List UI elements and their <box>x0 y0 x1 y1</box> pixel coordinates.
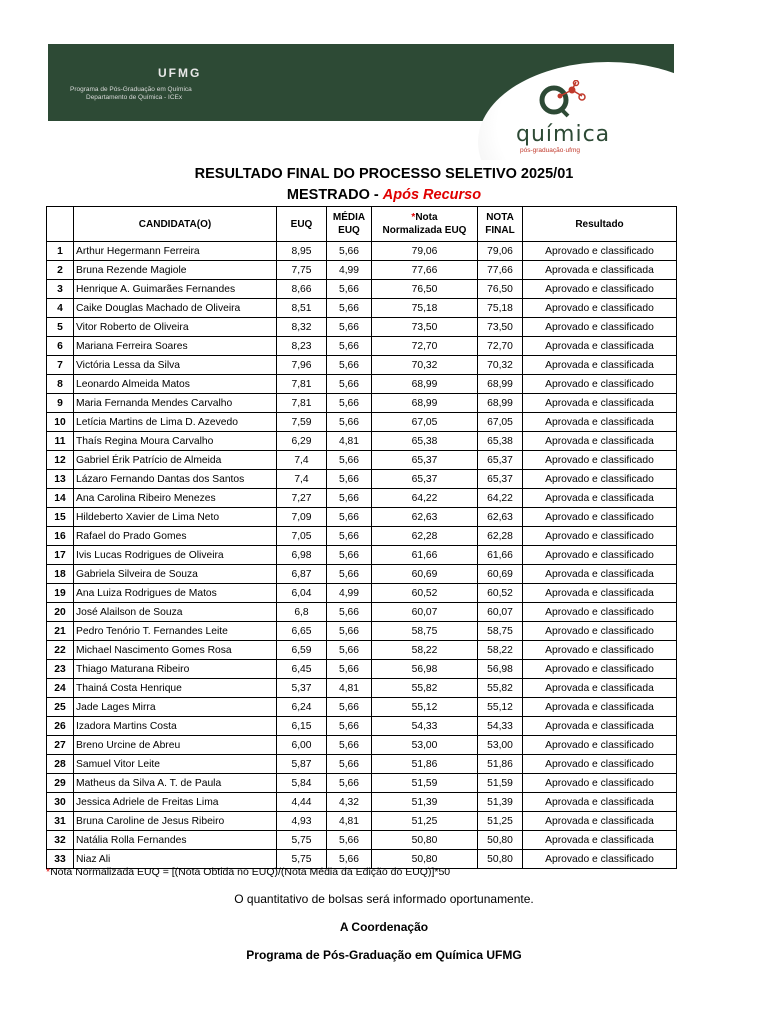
result-status: Aprovado e classificado <box>523 736 677 755</box>
row-index: 22 <box>47 641 74 660</box>
header-banner <box>48 44 674 160</box>
media-euq: 4,99 <box>327 584 372 603</box>
nota-final: 50,80 <box>478 850 523 869</box>
row-index: 26 <box>47 717 74 736</box>
row-index: 20 <box>47 603 74 622</box>
candidate-name: Arthur Hegermann Ferreira <box>74 242 277 261</box>
euq-score: 7,4 <box>277 470 327 489</box>
table-row <box>47 527 677 546</box>
result-status: Aprovado e classificado <box>523 622 677 641</box>
candidate-name: Matheus da Silva A. T. de Paula <box>74 774 277 793</box>
nota-final: 56,98 <box>478 660 523 679</box>
row-index: 27 <box>47 736 74 755</box>
header-index <box>47 207 74 242</box>
result-status: Aprovado e classificado <box>523 280 677 299</box>
euq-score: 6,98 <box>277 546 327 565</box>
nota-normalizada: 79,06 <box>372 242 478 261</box>
nota-final: 54,33 <box>478 717 523 736</box>
nota-normalizada: 65,37 <box>372 470 478 489</box>
table-row <box>47 451 677 470</box>
candidate-name: Mariana Ferreira Soares <box>74 337 277 356</box>
row-index: 1 <box>47 242 74 261</box>
chemistry-molecule-icon <box>530 80 590 128</box>
candidate-name: Henrique A. Guimarães Fernandes <box>74 280 277 299</box>
result-status: Aprovado e classificado <box>523 527 677 546</box>
table-row <box>47 793 677 812</box>
nota-final: 58,75 <box>478 622 523 641</box>
row-index: 33 <box>47 850 74 869</box>
media-euq: 5,66 <box>327 565 372 584</box>
row-index: 9 <box>47 394 74 413</box>
row-index: 14 <box>47 489 74 508</box>
nota-final: 76,50 <box>478 280 523 299</box>
header-resultado: Resultado <box>523 207 677 242</box>
euq-score: 8,32 <box>277 318 327 337</box>
row-index: 25 <box>47 698 74 717</box>
row-index: 23 <box>47 660 74 679</box>
media-euq: 5,66 <box>327 375 372 394</box>
media-euq: 5,66 <box>327 451 372 470</box>
candidate-name: Vitor Roberto de Oliveira <box>74 318 277 337</box>
media-euq: 5,66 <box>327 755 372 774</box>
nota-normalizada: 72,70 <box>372 337 478 356</box>
row-index: 7 <box>47 356 74 375</box>
table-row <box>47 603 677 622</box>
euq-score: 8,23 <box>277 337 327 356</box>
candidate-name: Thiago Maturana Ribeiro <box>74 660 277 679</box>
media-euq: 5,66 <box>327 850 372 869</box>
row-index: 28 <box>47 755 74 774</box>
candidate-name: Jade Lages Mirra <box>74 698 277 717</box>
media-euq: 5,66 <box>327 337 372 356</box>
euq-score: 8,51 <box>277 299 327 318</box>
candidate-name: Ana Luiza Rodrigues de Matos <box>74 584 277 603</box>
result-status: Aprovado e classificado <box>523 850 677 869</box>
table-row <box>47 679 677 698</box>
nota-normalizada: 55,12 <box>372 698 478 717</box>
euq-score: 5,84 <box>277 774 327 793</box>
candidate-name: Thainá Costa Henrique <box>74 679 277 698</box>
candidate-name: Rafael do Prado Gomes <box>74 527 277 546</box>
candidate-name: Breno Urcine de Abreu <box>74 736 277 755</box>
result-status: Aprovada e classificada <box>523 565 677 584</box>
result-status: Aprovado e classificado <box>523 299 677 318</box>
candidate-name: Natália Rolla Fernandes <box>74 831 277 850</box>
nota-normalizada: 73,50 <box>372 318 478 337</box>
nota-normalizada: 58,22 <box>372 641 478 660</box>
row-index: 6 <box>47 337 74 356</box>
euq-score: 7,59 <box>277 413 327 432</box>
table-row <box>47 375 677 394</box>
euq-score: 6,65 <box>277 622 327 641</box>
results-table <box>46 206 677 869</box>
table-row <box>47 470 677 489</box>
nota-final: 75,18 <box>478 299 523 318</box>
result-status: Aprovado e classificado <box>523 470 677 489</box>
nota-normalizada: 51,39 <box>372 793 478 812</box>
table-row <box>47 299 677 318</box>
euq-score: 6,45 <box>277 660 327 679</box>
table-row <box>47 413 677 432</box>
result-status: Aprovada e classificada <box>523 679 677 698</box>
table-row <box>47 546 677 565</box>
nota-final: 70,32 <box>478 356 523 375</box>
euq-score: 6,00 <box>277 736 327 755</box>
media-euq: 5,66 <box>327 527 372 546</box>
result-status: Aprovada e classificada <box>523 584 677 603</box>
subtitle-main: MESTRADO - <box>286 187 383 203</box>
row-index: 30 <box>47 793 74 812</box>
nota-final: 53,00 <box>478 736 523 755</box>
media-euq: 5,66 <box>327 831 372 850</box>
media-euq: 5,66 <box>327 641 372 660</box>
nota-final: 51,86 <box>478 755 523 774</box>
candidate-name: Pedro Tenório T. Fernandes Leite <box>74 622 277 641</box>
nota-normalizada: 56,98 <box>372 660 478 679</box>
media-euq: 5,66 <box>327 717 372 736</box>
quimica-logo-word: química <box>516 122 611 147</box>
nota-normalizada: 61,66 <box>372 546 478 565</box>
media-euq: 5,66 <box>327 413 372 432</box>
nota-final: 62,28 <box>478 527 523 546</box>
nota-final: 79,06 <box>478 242 523 261</box>
nota-final: 61,66 <box>478 546 523 565</box>
nota-final: 72,70 <box>478 337 523 356</box>
table-row <box>47 261 677 280</box>
table-row <box>47 698 677 717</box>
row-index: 16 <box>47 527 74 546</box>
candidate-name: Leonardo Almeida Matos <box>74 375 277 394</box>
table-row <box>47 660 677 679</box>
nota-normalizada: 50,80 <box>372 850 478 869</box>
candidate-name: Letícia Martins de Lima D. Azevedo <box>74 413 277 432</box>
result-status: Aprovado e classificado <box>523 508 677 527</box>
media-euq: 5,66 <box>327 508 372 527</box>
nota-normalizada: 70,32 <box>372 356 478 375</box>
candidate-name: Izadora Martins Costa <box>74 717 277 736</box>
media-euq: 5,66 <box>327 546 372 565</box>
table-row <box>47 774 677 793</box>
nota-normalizada: 64,22 <box>372 489 478 508</box>
media-euq: 5,66 <box>327 660 372 679</box>
media-euq: 5,66 <box>327 489 372 508</box>
results-table-body <box>47 242 677 869</box>
nota-normalizada: 54,33 <box>372 717 478 736</box>
media-euq: 5,66 <box>327 622 372 641</box>
euq-score: 6,24 <box>277 698 327 717</box>
media-euq: 5,66 <box>327 280 372 299</box>
table-row <box>47 280 677 299</box>
candidate-name: Jessica Adriele de Freitas Lima <box>74 793 277 812</box>
candidate-name: Michael Nascimento Gomes Rosa <box>74 641 277 660</box>
nota-normalizada: 53,00 <box>372 736 478 755</box>
nota-final: 65,38 <box>478 432 523 451</box>
row-index: 2 <box>47 261 74 280</box>
nota-normalizada: 77,66 <box>372 261 478 280</box>
nota-final: 58,22 <box>478 641 523 660</box>
table-row <box>47 489 677 508</box>
euq-score: 7,4 <box>277 451 327 470</box>
nota-normalizada: 50,80 <box>372 831 478 850</box>
nota-normalizada: 65,37 <box>372 451 478 470</box>
table-row <box>47 755 677 774</box>
row-index: 12 <box>47 451 74 470</box>
nota-normalizada: 68,99 <box>372 394 478 413</box>
media-euq: 4,81 <box>327 432 372 451</box>
result-status: Aprovado e classificado <box>523 375 677 394</box>
result-status: Aprovado e classificado <box>523 660 677 679</box>
nota-final: 62,63 <box>478 508 523 527</box>
program-name-footer: Programa de Pós-Graduação em Química UFMG <box>246 948 522 962</box>
result-status: Aprovada e classificada <box>523 337 677 356</box>
media-euq: 5,66 <box>327 242 372 261</box>
result-status: Aprovado e classificado <box>523 774 677 793</box>
nota-final: 68,99 <box>478 375 523 394</box>
result-status: Aprovado e classificado <box>523 641 677 660</box>
candidate-name: Lázaro Fernando Dantas dos Santos <box>74 470 277 489</box>
result-status: Aprovada e classificada <box>523 489 677 508</box>
header-candidate: CANDIDATA(O) <box>74 207 277 242</box>
table-row <box>47 622 677 641</box>
document-subtitle <box>0 187 768 203</box>
table-row <box>47 736 677 755</box>
euq-score: 7,81 <box>277 375 327 394</box>
media-euq: 5,66 <box>327 318 372 337</box>
result-status: Aprovada e classificada <box>523 413 677 432</box>
candidate-name: Niaz Ali <box>74 850 277 869</box>
nota-final: 68,99 <box>478 394 523 413</box>
department-name-line: Departamento de Química - ICEx <box>86 94 183 101</box>
euq-score: 4,93 <box>277 812 327 831</box>
row-index: 19 <box>47 584 74 603</box>
table-row <box>47 508 677 527</box>
candidate-name: Bruna Caroline de Jesus Ribeiro <box>74 812 277 831</box>
result-status: Aprovada e classificada <box>523 717 677 736</box>
candidate-name: José Alailson de Souza <box>74 603 277 622</box>
euq-score: 6,87 <box>277 565 327 584</box>
media-euq: 4,99 <box>327 261 372 280</box>
euq-score: 6,29 <box>277 432 327 451</box>
media-euq: 5,66 <box>327 774 372 793</box>
row-index: 24 <box>47 679 74 698</box>
nota-final: 51,59 <box>478 774 523 793</box>
row-index: 29 <box>47 774 74 793</box>
header-euq: EUQ <box>277 207 327 242</box>
nota-final: 65,37 <box>478 470 523 489</box>
media-euq: 5,66 <box>327 603 372 622</box>
result-status: Aprovada e classificada <box>523 356 677 375</box>
result-status: Aprovada e classificada <box>523 831 677 850</box>
euq-score: 7,27 <box>277 489 327 508</box>
table-row <box>47 641 677 660</box>
row-index: 17 <box>47 546 74 565</box>
nota-final: 55,12 <box>478 698 523 717</box>
candidate-name: Samuel Vitor Leite <box>74 755 277 774</box>
euq-score: 7,75 <box>277 261 327 280</box>
result-status: Aprovado e classificado <box>523 603 677 622</box>
euq-score: 5,87 <box>277 755 327 774</box>
nota-final: 64,22 <box>478 489 523 508</box>
euq-score: 6,15 <box>277 717 327 736</box>
candidate-name: Hildeberto Xavier de Lima Neto <box>74 508 277 527</box>
row-index: 8 <box>47 375 74 394</box>
table-row <box>47 831 677 850</box>
candidate-name: Caike Douglas Machado de Oliveira <box>74 299 277 318</box>
row-index: 4 <box>47 299 74 318</box>
nota-normalizada: 55,82 <box>372 679 478 698</box>
euq-score: 5,75 <box>277 831 327 850</box>
nota-normalizada: 65,38 <box>372 432 478 451</box>
candidate-name: Victória Lessa da Silva <box>74 356 277 375</box>
media-euq: 5,66 <box>327 394 372 413</box>
table-row <box>47 565 677 584</box>
nota-final: 55,82 <box>478 679 523 698</box>
result-status: Aprovada e classificada <box>523 261 677 280</box>
table-row <box>47 812 677 831</box>
row-index: 13 <box>47 470 74 489</box>
table-row <box>47 356 677 375</box>
row-index: 5 <box>47 318 74 337</box>
nota-final: 50,80 <box>478 831 523 850</box>
nota-final: 51,39 <box>478 793 523 812</box>
table-row <box>47 242 677 261</box>
candidate-name: Bruna Rezende Magiole <box>74 261 277 280</box>
table-row <box>47 717 677 736</box>
nota-final: 51,25 <box>478 812 523 831</box>
table-row <box>47 318 677 337</box>
nota-normalizada: 58,75 <box>372 622 478 641</box>
media-euq: 4,81 <box>327 812 372 831</box>
euq-score: 6,59 <box>277 641 327 660</box>
nota-normalizada: 51,86 <box>372 755 478 774</box>
nota-normalizada: 75,18 <box>372 299 478 318</box>
table-row <box>47 337 677 356</box>
nota-normalizada: 76,50 <box>372 280 478 299</box>
nota-final: 77,66 <box>478 261 523 280</box>
result-status: Aprovada e classificada <box>523 394 677 413</box>
row-index: 18 <box>47 565 74 584</box>
row-index: 21 <box>47 622 74 641</box>
nota-normalizada: 67,05 <box>372 413 478 432</box>
candidate-name: Maria Fernanda Mendes Carvalho <box>74 394 277 413</box>
result-status: Aprovado e classificado <box>523 451 677 470</box>
nota-final: 65,37 <box>478 451 523 470</box>
header-nota-final: NOTA FINAL <box>478 207 523 242</box>
euq-score: 7,81 <box>277 394 327 413</box>
signature: A Coordenação <box>339 920 429 934</box>
nota-normalizada: 62,28 <box>372 527 478 546</box>
media-euq: 5,66 <box>327 698 372 717</box>
media-euq: 4,32 <box>327 793 372 812</box>
media-euq: 5,66 <box>327 356 372 375</box>
euq-score: 8,66 <box>277 280 327 299</box>
media-euq: 4,81 <box>327 679 372 698</box>
euq-score: 4,44 <box>277 793 327 812</box>
program-name-line: Programa de Pós-Graduação em Química <box>70 86 192 93</box>
candidate-name: Gabriel Érik Patrício de Almeida <box>74 451 277 470</box>
euq-score: 6,8 <box>277 603 327 622</box>
nota-normalizada: 62,63 <box>372 508 478 527</box>
ufmg-logo: UFMG <box>158 66 202 80</box>
row-index: 11 <box>47 432 74 451</box>
nota-normalizada: 60,52 <box>372 584 478 603</box>
euq-score: 6,04 <box>277 584 327 603</box>
row-index: 31 <box>47 812 74 831</box>
nota-normalizada: 60,69 <box>372 565 478 584</box>
row-index: 15 <box>47 508 74 527</box>
euq-score: 5,37 <box>277 679 327 698</box>
result-status: Aprovada e classificada <box>523 432 677 451</box>
result-status: Aprovado e classificado <box>523 242 677 261</box>
nota-final: 67,05 <box>478 413 523 432</box>
row-index: 10 <box>47 413 74 432</box>
euq-score: 7,96 <box>277 356 327 375</box>
nota-final: 73,50 <box>478 318 523 337</box>
candidate-name: Gabriela Silveira de Souza <box>74 565 277 584</box>
result-status: Aprovado e classificado <box>523 318 677 337</box>
nota-final: 60,52 <box>478 584 523 603</box>
candidate-name: Ivis Lucas Rodrigues de Oliveira <box>74 546 277 565</box>
nota-final: 60,69 <box>478 565 523 584</box>
candidate-name: Ana Carolina Ribeiro Menezes <box>74 489 277 508</box>
euq-score: 5,75 <box>277 850 327 869</box>
result-status: Aprovada e classificada <box>523 698 677 717</box>
footnote: *Nota Normalizada EUQ = [(Nota Obtida no EUQ)/(Nota Média da Edição do EUQ)]*50 <box>46 866 451 878</box>
result-status: Aprovado e classificado <box>523 546 677 565</box>
media-euq: 5,66 <box>327 299 372 318</box>
euq-score: 8,95 <box>277 242 327 261</box>
euq-score: 7,09 <box>277 508 327 527</box>
header-nota-normalizada: *Nota Normalizada EUQ <box>372 207 478 242</box>
document-title: RESULTADO FINAL DO PROCESSO SELETIVO 2025/01 <box>194 166 574 182</box>
nota-normalizada: 60,07 <box>372 603 478 622</box>
table-row <box>47 394 677 413</box>
table-row <box>47 432 677 451</box>
result-status: Aprovada e classificada <box>523 793 677 812</box>
table-header-row <box>47 207 677 242</box>
scholarship-note: O quantitativo de bolsas será informado oportunamente. <box>234 892 534 906</box>
nota-final: 60,07 <box>478 603 523 622</box>
media-euq: 5,66 <box>327 736 372 755</box>
quimica-logo-subtitle: pós-graduação·ufmg <box>520 147 580 154</box>
nota-normalizada: 51,59 <box>372 774 478 793</box>
euq-score: 7,05 <box>277 527 327 546</box>
row-index: 32 <box>47 831 74 850</box>
row-index: 3 <box>47 280 74 299</box>
media-euq: 5,66 <box>327 470 372 489</box>
result-status: Aprovado e classificado <box>523 755 677 774</box>
nota-normalizada: 51,25 <box>372 812 478 831</box>
result-status: Aprovada e classificada <box>523 812 677 831</box>
header-media-euq: MÉDIA EUQ <box>327 207 372 242</box>
table-row <box>47 584 677 603</box>
candidate-name: Thaís Regina Moura Carvalho <box>74 432 277 451</box>
subtitle-highlight: Após Recurso <box>382 187 482 203</box>
nota-normalizada: 68,99 <box>372 375 478 394</box>
